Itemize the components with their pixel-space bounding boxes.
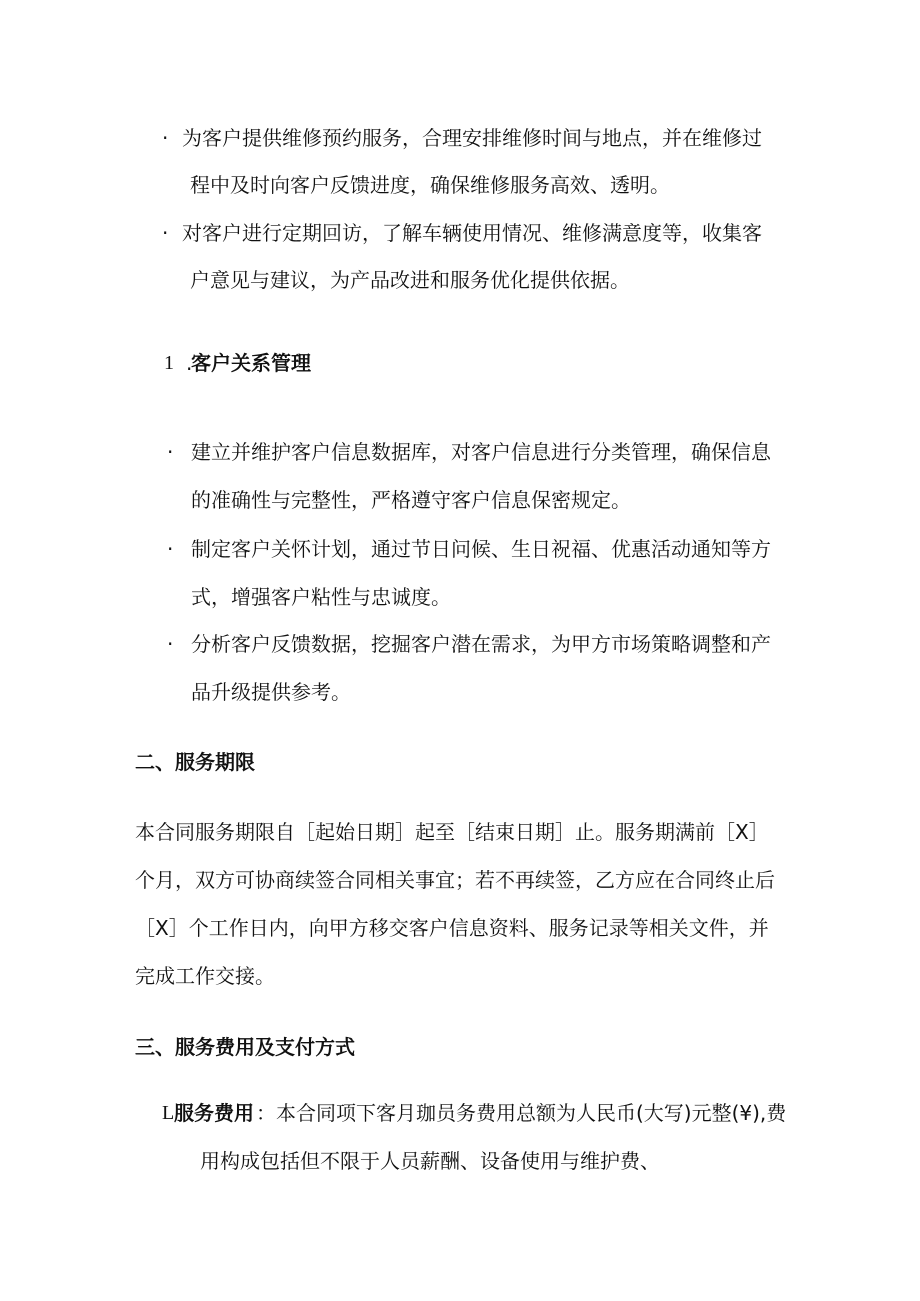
- bullet-text-line: 品升级提供参考。: [191, 680, 351, 704]
- section-number: 1: [164, 352, 174, 374]
- bullet-text-line: 户意见与建议，为产品改进和服务优化提供依据。: [190, 268, 630, 292]
- section-heading: 三、服务费用及支付方式: [135, 1035, 355, 1059]
- section-heading: 二、服务期限: [135, 750, 255, 774]
- item-marker: L: [162, 1102, 175, 1124]
- paragraph-line: 本合同服务期限自［起始日期］起至［结束日期］止。服务期满前［X］: [135, 820, 769, 844]
- paragraph-line: ：本合同项下客月珈员务费用总额为人民币(大写)元整(¥),费: [256, 1101, 787, 1125]
- paragraph-line: 个月，双方可协商续签合同相关事宜；若不再续签，乙方应在合同终止后: [135, 868, 775, 892]
- bullet-marker: ·: [162, 126, 169, 150]
- bullet-text-line: 为客户提供维修预约服务，合理安排维修时间与地点，并在维修过: [182, 126, 762, 150]
- bullet-text-line: 建立并维护客户信息数据库，对客户信息进行分类管理，确保信息: [191, 440, 771, 464]
- bullet-text-line: 程中及时向客户反馈进度，确保维修服务高效、透明。: [190, 173, 670, 197]
- bullet-marker: ·: [167, 537, 174, 561]
- paragraph-line: 用构成包括但不限于人员薪酬、设备使用与维护费、: [200, 1149, 660, 1173]
- section-heading: 客户关系管理: [191, 351, 311, 375]
- bullet-text-line: 式，增强客户粘性与忠诚度。: [191, 585, 451, 609]
- paragraph-line: ［X］个工作日内，向甲方移交客户信息资料、服务记录等相关文件，并: [135, 916, 769, 940]
- paragraph-line: 完成工作交接。: [135, 964, 275, 988]
- section-number-dot: .: [186, 351, 193, 375]
- bullet-text-line: 对客户进行定期回访，了解车辆使用情况、维修满意度等，收集客: [182, 221, 762, 245]
- bullet-marker: ·: [167, 440, 174, 464]
- bullet-text-line: 分析客户反馈数据，挖掘客户潜在需求，为甲方市场策略调整和产: [191, 632, 771, 656]
- bullet-text-line: 制定客户关怀计划，通过节日问候、生日祝福、优惠活动通知等方: [191, 537, 771, 561]
- bullet-marker: ·: [167, 632, 174, 656]
- bullet-text-line: 的准确性与完整性，严格遵守客户信息保密规定。: [191, 488, 631, 512]
- bullet-marker: ·: [162, 221, 169, 245]
- item-label: 服务费用: [174, 1101, 254, 1125]
